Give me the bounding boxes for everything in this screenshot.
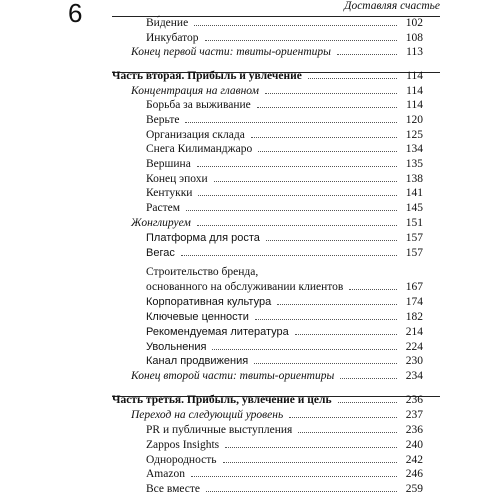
toc-entry[interactable] [146, 453, 423, 468]
toc-entry-page: 125 [405, 129, 423, 141]
toc-entry-page: 138 [405, 173, 423, 185]
toc-entry[interactable] [146, 340, 423, 355]
toc-entry-page: 167 [405, 281, 423, 293]
toc-entry-title: Жонглируем [131, 217, 191, 229]
toc-entry-title: Часть вторая. Прибыль и увлечение [112, 70, 302, 82]
leader-dots [197, 225, 397, 226]
toc-entry-title: Снега Килиманджаро [146, 143, 253, 155]
toc-entry[interactable] [146, 280, 423, 295]
toc-entry[interactable] [146, 265, 423, 280]
leader-dots [191, 476, 397, 477]
toc-entry[interactable] [146, 98, 423, 113]
toc-entry-title: Вегас [146, 247, 175, 259]
toc-entry-page: 114 [406, 70, 423, 82]
leader-dots [181, 255, 397, 256]
leader-dots [205, 40, 397, 41]
toc-entry-title: Увольнения [146, 341, 207, 353]
toc-entry-title: Однородность [146, 454, 217, 466]
toc-entry[interactable] [146, 113, 423, 128]
leader-dots [206, 491, 397, 492]
toc-entry[interactable] [131, 216, 423, 231]
leader-dots [265, 93, 397, 94]
toc-entry-title: Ключевые ценности [146, 311, 249, 323]
toc-entry[interactable] [146, 128, 423, 143]
toc-entry[interactable] [146, 325, 423, 340]
toc-entry-page: 234 [405, 370, 423, 382]
toc-entry-page: 134 [405, 143, 423, 155]
toc-entry-page: 151 [405, 217, 423, 229]
toc-entry-title: Инкубатор [146, 32, 199, 44]
leader-dots [197, 166, 397, 167]
leader-dots [194, 25, 397, 26]
toc-entry-page: 114 [406, 99, 423, 111]
toc-entry-title: PR и публичные выступления [146, 424, 293, 436]
page-number: 6 [68, 0, 83, 28]
toc-entry[interactable] [131, 45, 423, 60]
toc-entry[interactable] [112, 69, 423, 84]
toc-entry-page: 157 [405, 232, 423, 244]
toc-entry-title: Amazon [146, 468, 185, 480]
toc-entry-title: Конец первой части: твиты-ориентиры [131, 46, 331, 58]
toc-entry-page: 102 [405, 17, 423, 29]
leader-dots [257, 107, 397, 108]
toc-entry[interactable] [146, 186, 423, 201]
leader-dots [308, 78, 397, 79]
toc-entry[interactable] [131, 408, 423, 423]
leader-dots [251, 137, 397, 138]
leader-dots [337, 54, 397, 55]
toc-entry-page: 224 [405, 341, 423, 353]
leader-dots [340, 378, 397, 379]
toc-entry-title: Zappos Insights [146, 439, 220, 451]
toc-entry-page: 108 [405, 32, 423, 44]
toc-entry[interactable] [146, 438, 423, 453]
leader-dots [185, 122, 397, 123]
leader-dots [225, 447, 397, 448]
toc-entry-title: основанного на обслуживании клиентов [146, 281, 344, 293]
toc-entry-page: 113 [406, 46, 423, 58]
toc-entry-title: Строительство бренда, [146, 266, 259, 278]
toc-entry[interactable] [131, 369, 423, 384]
toc-entry[interactable] [146, 201, 423, 216]
toc-entry-title: Часть третья. Прибыль, увлечение и цель [112, 394, 332, 406]
toc-entry[interactable] [131, 84, 423, 99]
toc-entry-page: 240 [405, 439, 423, 451]
toc-entry-title: Корпоративная культура [146, 296, 272, 308]
toc-entry-page: 230 [405, 355, 423, 367]
leader-dots [349, 289, 397, 290]
toc-entry-page: 182 [405, 311, 423, 323]
leader-dots [277, 304, 397, 305]
toc-entry[interactable] [146, 482, 423, 497]
toc-entry-page: 246 [405, 468, 423, 480]
toc-entry-page: 135 [405, 158, 423, 170]
toc-entry[interactable] [146, 231, 423, 246]
toc-entry[interactable] [146, 16, 423, 31]
toc-entry[interactable] [146, 172, 423, 187]
toc-entry-title: Ви́дение [146, 17, 189, 29]
toc-entry-title: Рекомендуемая литература [146, 326, 289, 338]
toc-entry-page: 236 [405, 424, 423, 436]
toc-entry-page: 141 [405, 187, 423, 199]
leader-dots [254, 363, 397, 364]
leader-dots [212, 349, 397, 350]
toc-entry[interactable] [146, 157, 423, 172]
toc-entry-title: Вершина [146, 158, 191, 170]
toc-entry[interactable] [146, 423, 423, 438]
toc-entry-page: 236 [405, 394, 423, 406]
toc-entry[interactable] [146, 246, 423, 261]
toc-entry-title: Платформа для роста [146, 232, 260, 244]
leader-dots [338, 402, 397, 403]
toc-entry-title: Конец второй части: твиты-ориентиры [131, 370, 335, 382]
toc-entry[interactable] [112, 393, 423, 408]
leader-dots [223, 462, 398, 463]
toc-entry-title: Канал продвижения [146, 355, 249, 367]
leader-dots [289, 417, 397, 418]
toc-entry-title: Растем [146, 202, 181, 214]
leader-dots [295, 334, 397, 335]
toc-entry-page: 120 [405, 114, 423, 126]
toc-entry[interactable] [146, 142, 423, 157]
toc-entry[interactable] [146, 31, 423, 46]
toc-entry-title: Кентукки [146, 187, 193, 199]
leader-dots [298, 432, 397, 433]
leader-dots [258, 151, 397, 152]
toc-entry-page: 157 [405, 247, 423, 259]
toc-entry-title: Конец эпохи [146, 173, 208, 185]
toc-entry-title: Организация склада [146, 129, 245, 141]
toc-entry-title: Борьба за выживание [146, 99, 251, 111]
leader-dots [186, 210, 397, 211]
running-header: Доставляя счастье [112, 0, 440, 17]
toc-entry[interactable] [146, 310, 423, 325]
toc-entry[interactable] [146, 295, 423, 310]
toc-entry-title: Верьте [146, 114, 180, 126]
toc-entry-title: Концентрация на главном [131, 85, 259, 97]
leader-dots [255, 319, 397, 320]
toc-entry-page: 259 [405, 483, 423, 495]
toc-entry-page: 242 [405, 454, 423, 466]
toc-entry-title: Все вместе [146, 483, 201, 495]
toc-entry-page: 145 [405, 202, 423, 214]
toc-entry[interactable] [146, 467, 423, 482]
toc-entry-page: 174 [405, 296, 423, 308]
toc-entry-page: 214 [405, 326, 423, 338]
toc-entry-title: Переход на следующий уровень [131, 409, 284, 421]
leader-dots [266, 240, 397, 241]
leader-dots [198, 195, 397, 196]
toc-entry[interactable] [146, 354, 423, 369]
toc-entry-page: 237 [405, 409, 423, 421]
leader-dots [214, 181, 397, 182]
toc-entry-page: 114 [406, 85, 423, 97]
